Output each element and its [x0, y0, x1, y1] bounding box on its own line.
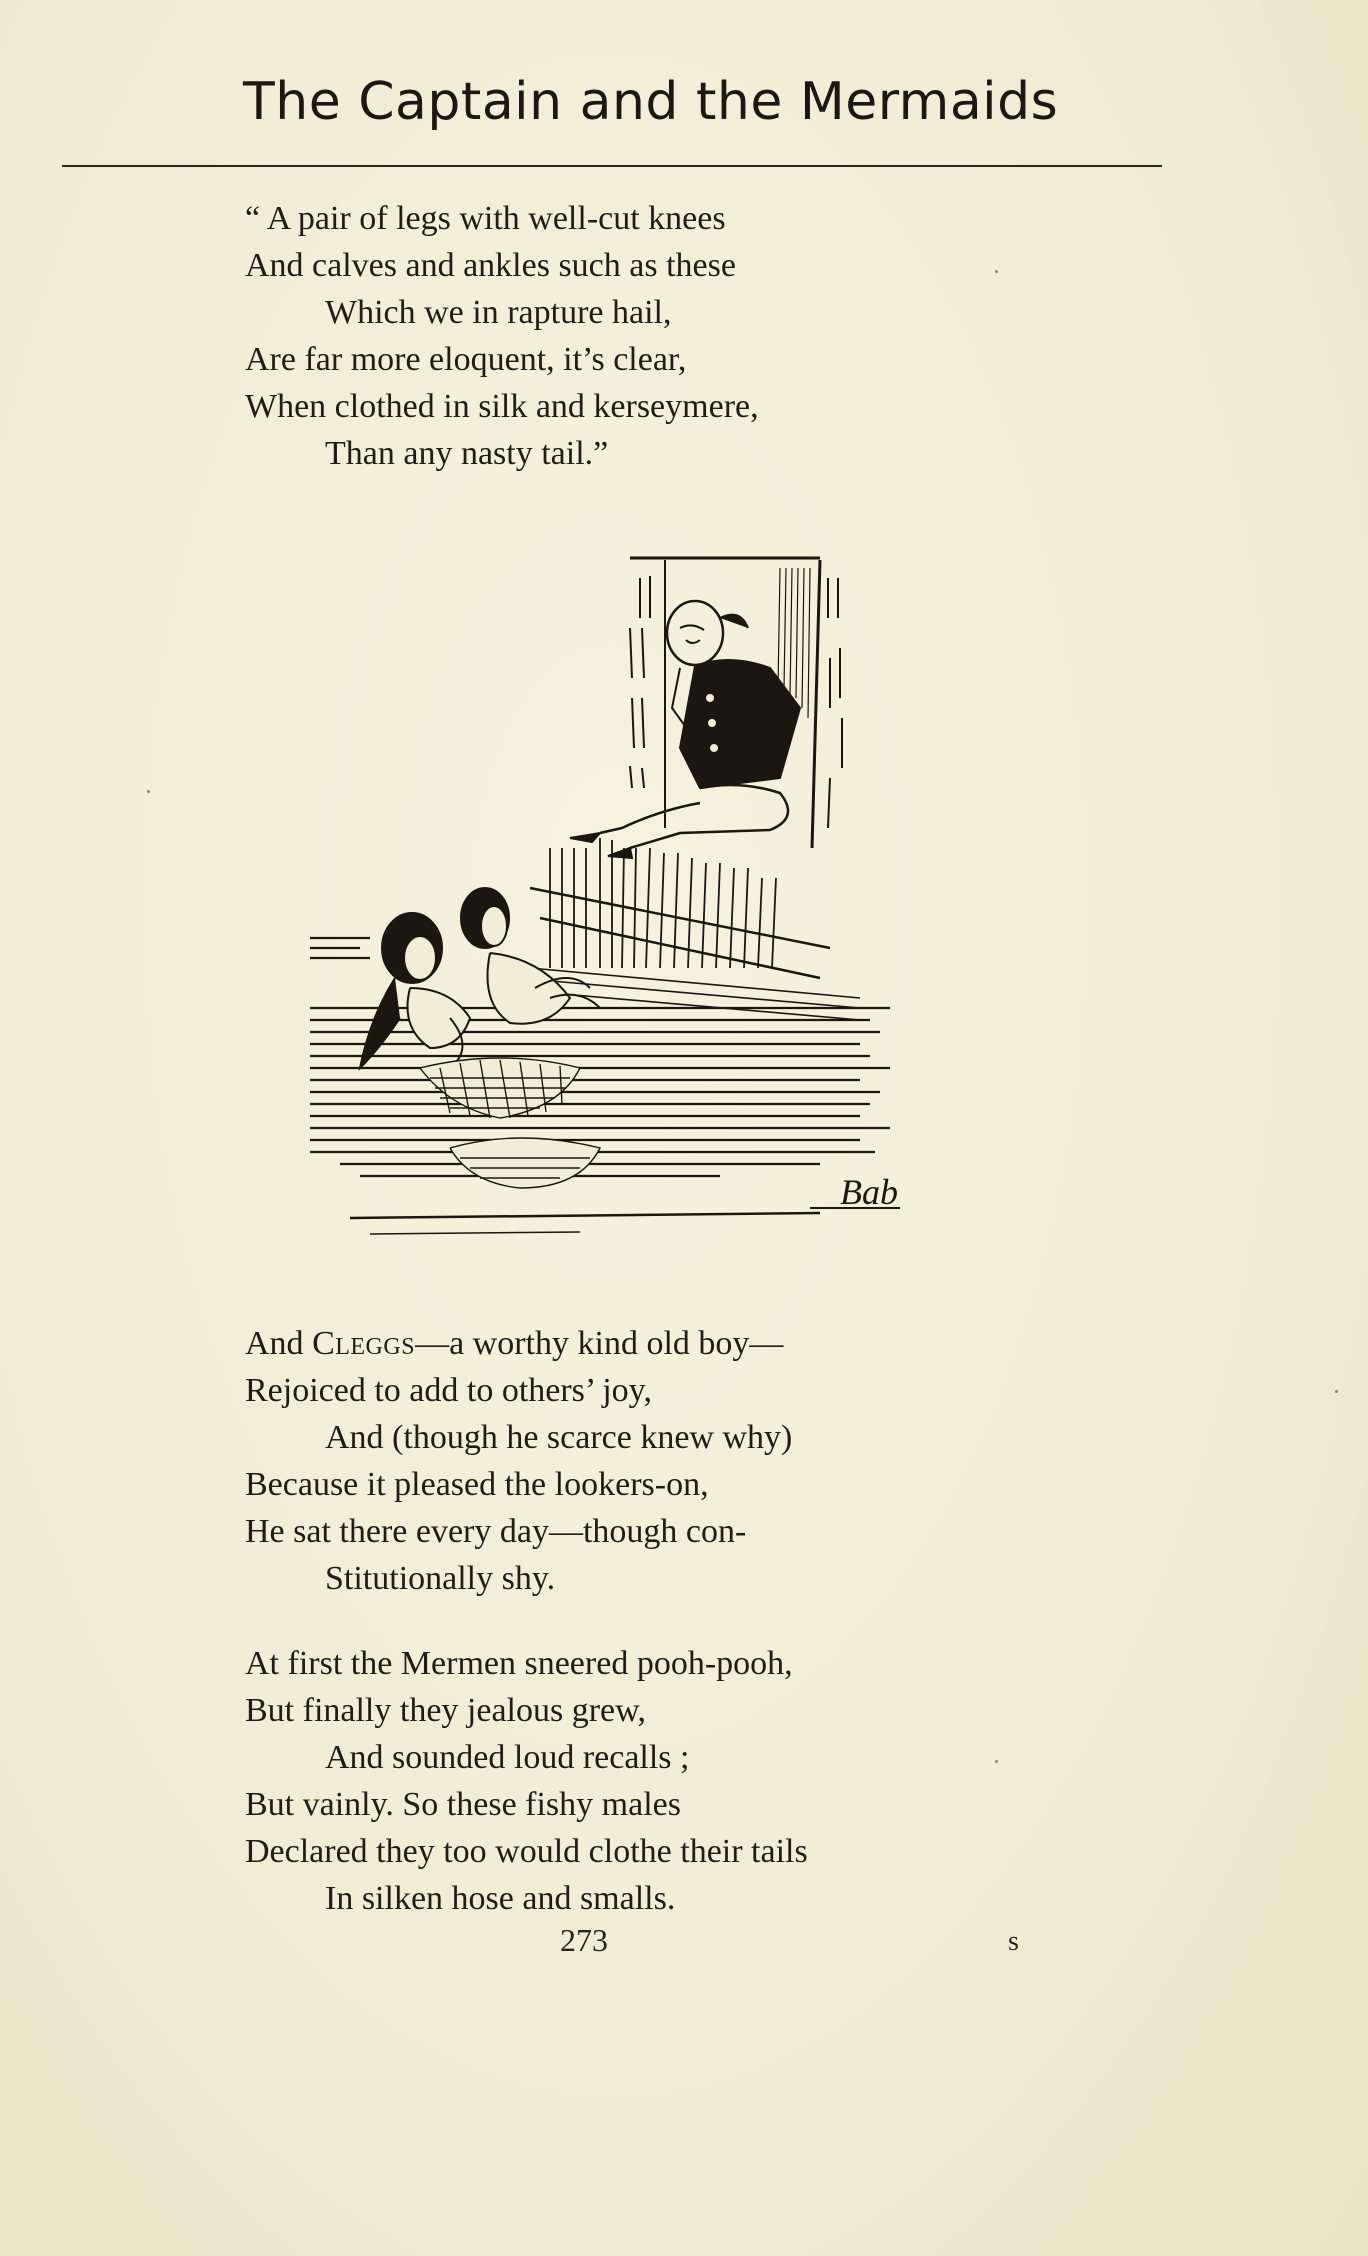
header-rule: [62, 165, 1162, 167]
verse-line: Stitutionally shy.: [325, 1560, 556, 1597]
running-head: The Captain and the Mermaids: [243, 72, 1059, 132]
verse-line: In silken hose and smalls.: [325, 1880, 676, 1917]
verse-line: “ A pair of legs with well-cut knees: [245, 200, 726, 237]
verse-line: And (though he scarce knew why): [325, 1419, 793, 1456]
verse-line: Because it pleased the lookers-on,: [245, 1466, 709, 1503]
engraving-illustration: [300, 548, 900, 1248]
signature-mark: s: [1008, 1926, 1019, 1957]
verse-line: Rejoiced to add to others’ joy,: [245, 1372, 652, 1409]
verse-line: When clothed in silk and kerseymere,: [245, 388, 759, 425]
artist-signature: Bab: [840, 1172, 898, 1212]
paper-speck: [147, 790, 150, 793]
paper-speck: [995, 270, 998, 273]
paper-speck: [995, 1760, 998, 1763]
verse-line: But vainly. So these fishy males: [245, 1786, 681, 1823]
stanza-3: [245, 1640, 808, 1922]
verse-line: Are far more eloquent, it’s clear,: [245, 341, 687, 378]
verse-line: But finally they jealous grew,: [245, 1692, 646, 1729]
verse-line: Than any nasty tail.”: [325, 435, 609, 472]
page-number: 273: [560, 1922, 608, 1958]
line-lead: And: [245, 1325, 313, 1362]
verse-line: Which we in rapture hail,: [325, 294, 672, 331]
verse-line: And calves and ankles such as these: [245, 247, 736, 284]
stanza-2: [245, 1320, 792, 1602]
verse-line: At first the Mermen sneered pooh-pooh,: [245, 1645, 793, 1682]
stanza-1: [245, 195, 759, 477]
verse-line: He sat there every day—though con-: [245, 1513, 747, 1550]
verse-line: And sounded loud recalls ;: [325, 1739, 690, 1776]
line-rest: —a worthy kind old boy—: [415, 1325, 784, 1362]
paper-speck: [1335, 1390, 1338, 1393]
verse-line: [245, 1320, 792, 1367]
character-name: Cleggs: [312, 1325, 416, 1362]
verse-line: Declared they too would clothe their tails: [245, 1833, 808, 1870]
